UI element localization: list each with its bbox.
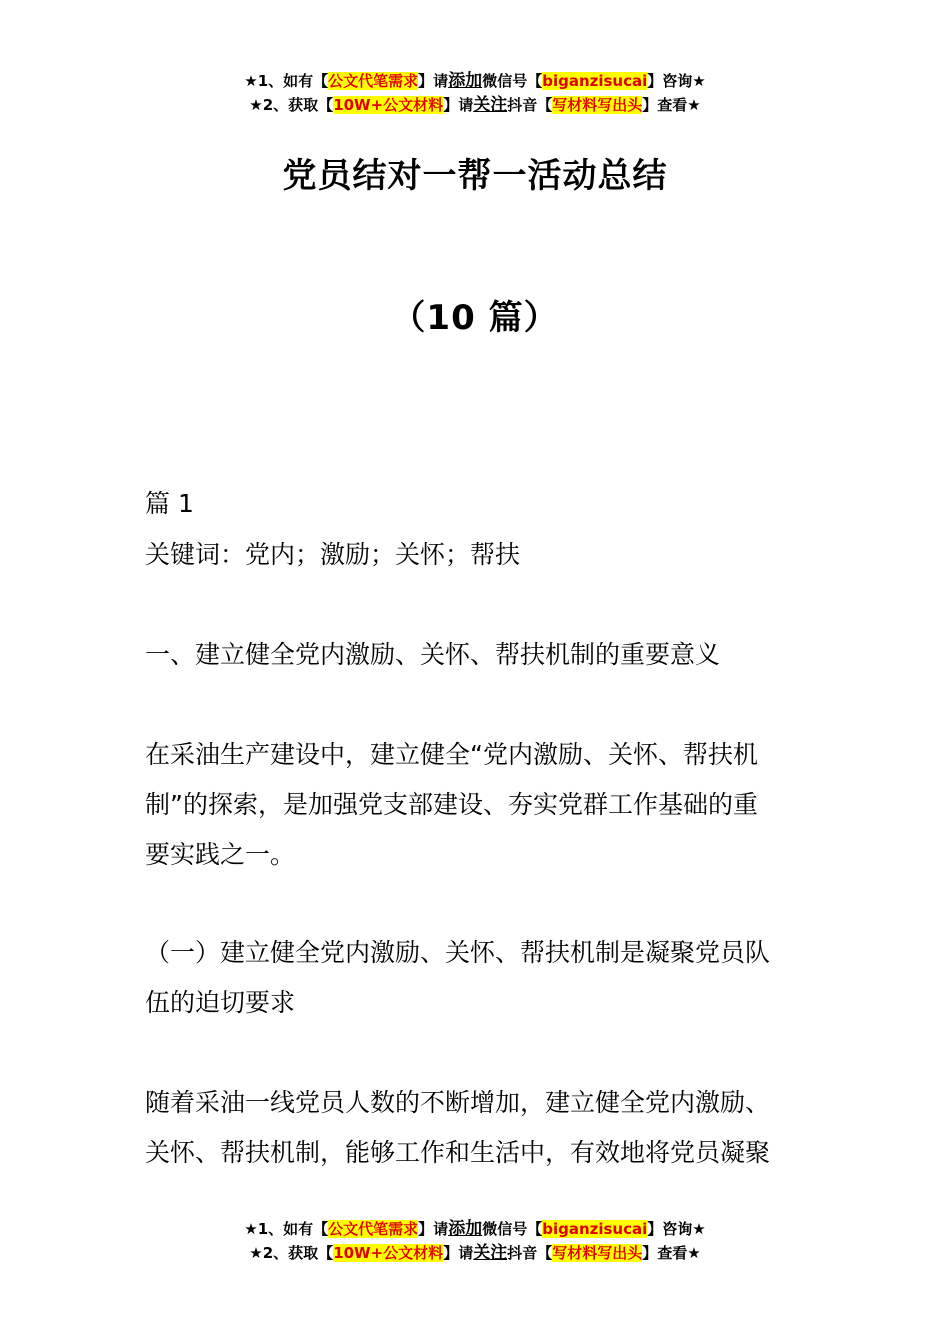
promo-text: 】查看★ <box>642 1244 701 1262</box>
paragraph-line: 要实践之一。 <box>145 840 296 869</box>
promo-underlined: 关注 <box>473 1243 508 1263</box>
heading-level-2: （一）建立健全党内激励、关怀、帮扶机制是凝聚党员队 <box>145 938 771 967</box>
promo-text: 】查看★ <box>642 96 701 114</box>
document-title: 党员结对一帮一活动总结 <box>282 156 668 196</box>
promo-text: 】请 <box>443 1244 474 1262</box>
section-label: 篇 1 <box>145 489 194 518</box>
promo-text: 抖音【 <box>507 1244 553 1262</box>
promo-line-1 <box>0 1217 950 1241</box>
promo-text: 微信号【 <box>482 72 543 90</box>
promo-highlight: 10W+公文材料 <box>333 1244 444 1262</box>
heading-level-2: 伍的迫切要求 <box>145 988 296 1017</box>
heading-level-1: 一、建立健全党内激励、关怀、帮扶机制的重要意义 <box>145 640 721 669</box>
promo-text: 】请 <box>418 72 449 90</box>
promo-text: ★1、如有【 <box>244 1220 329 1238</box>
promo-text: 】请 <box>443 96 474 114</box>
paragraph-line: 关怀、帮扶机制，能够工作和生活中，有效地将党员凝聚 <box>145 1138 771 1167</box>
promo-highlight: 10W+公文材料 <box>333 96 444 114</box>
promo-text: ★1、如有【 <box>244 72 329 90</box>
promo-text: 】咨询★ <box>647 1220 706 1238</box>
promo-text: ★2、获取【 <box>249 96 334 114</box>
promo-underlined: 添加 <box>448 71 483 91</box>
promo-text: ★2、获取【 <box>249 1244 334 1262</box>
paragraph-line: 制”的探索，是加强党支部建设、夯实党群工作基础的重 <box>145 790 758 819</box>
promo-douyin-id: 写材料写出头 <box>552 96 643 114</box>
promo-text: 微信号【 <box>482 1220 543 1238</box>
promo-highlight: 公文代笔需求 <box>328 1220 419 1238</box>
promo-underlined: 关注 <box>473 95 508 115</box>
document-subtitle: （10 篇） <box>391 298 559 338</box>
keywords-line: 关键词：党内；激励；关怀；帮扶 <box>145 540 521 569</box>
promo-wechat-id: biganzisucai <box>542 72 648 90</box>
promo-text: 】请 <box>418 1220 449 1238</box>
promo-line-1 <box>0 69 950 93</box>
promo-underlined: 添加 <box>448 1219 483 1239</box>
promo-text: 】咨询★ <box>647 72 706 90</box>
promo-banner-top <box>0 69 950 117</box>
promo-text: 抖音【 <box>507 96 553 114</box>
promo-wechat-id: biganzisucai <box>542 1220 648 1238</box>
promo-highlight: 公文代笔需求 <box>328 72 419 90</box>
paragraph-line: 随着采油一线党员人数的不断增加，建立健全党内激励、 <box>145 1088 771 1117</box>
promo-line-2 <box>0 1241 950 1265</box>
promo-line-2 <box>0 93 950 117</box>
promo-banner-bottom <box>0 1217 950 1265</box>
promo-douyin-id: 写材料写出头 <box>552 1244 643 1262</box>
paragraph-line: 在采油生产建设中，建立健全“党内激励、关怀、帮扶机 <box>145 740 758 769</box>
